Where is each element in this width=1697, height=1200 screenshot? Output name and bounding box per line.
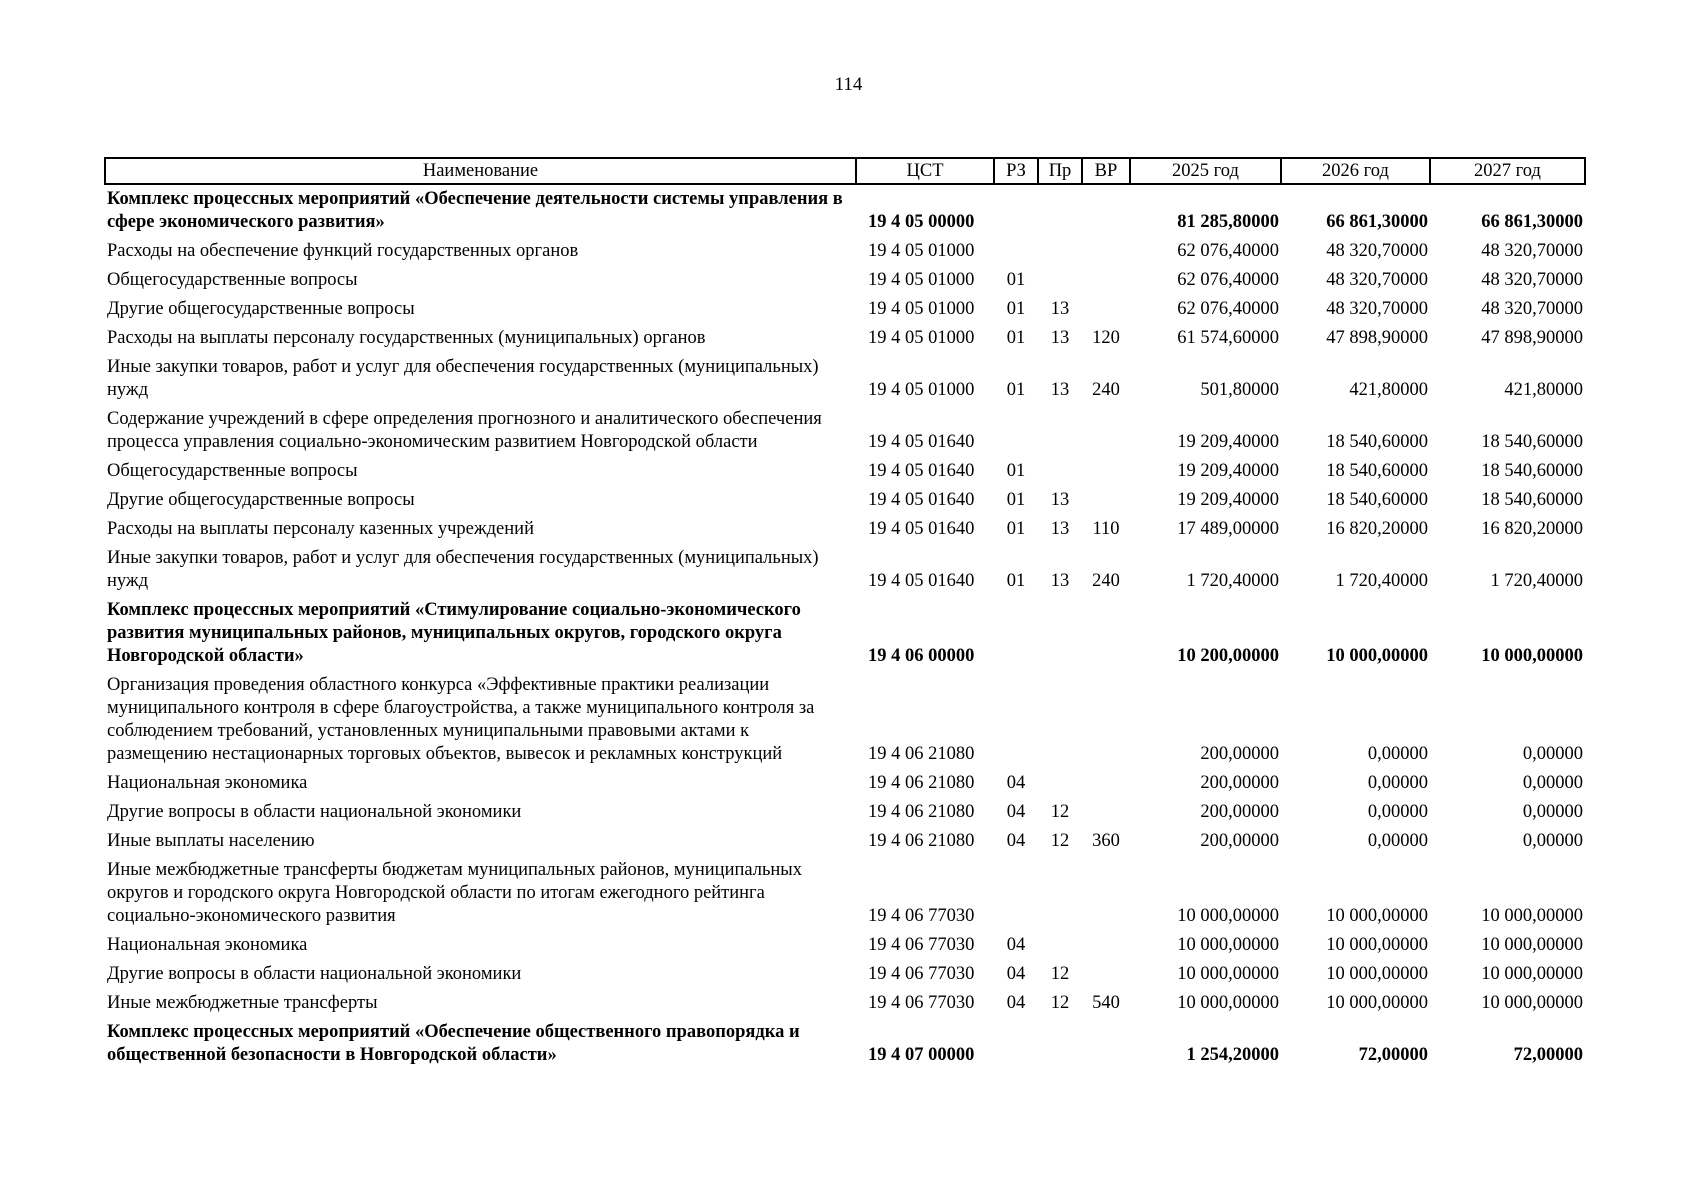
- cell-cst: 19 4 05 01640: [868, 490, 975, 510]
- cell-2025: 19 209,40000: [1177, 490, 1279, 510]
- cell-pr: 12: [1050, 993, 1070, 1013]
- cell-2026: 10 000,00000: [1326, 906, 1428, 926]
- cell-2026: 47 898,90000: [1326, 328, 1428, 348]
- cell-2027: 1 720,40000: [1490, 571, 1583, 591]
- cell-pr: [1038, 856, 1082, 931]
- cell-vr: [1082, 931, 1130, 960]
- cell-2026: 18 540,60000: [1326, 432, 1428, 452]
- cell-2026: 16 820,20000: [1326, 519, 1428, 539]
- cell-rz: 04: [1006, 773, 1026, 793]
- cell-cst: 19 4 05 01000: [868, 380, 975, 400]
- cell-vr: [1082, 1018, 1130, 1070]
- cell-name: Расходы на обеспечение функций государственных органов: [107, 241, 579, 261]
- cell-vr: [1082, 184, 1130, 237]
- cell-2025: 200,00000: [1200, 802, 1279, 822]
- cell-2025: 62 076,40000: [1177, 299, 1279, 319]
- cell-rz: [994, 1018, 1038, 1070]
- cell-name: Другие вопросы в области национальной экономики: [107, 964, 522, 984]
- cell-rz: 04: [1006, 935, 1026, 955]
- table-body: [105, 184, 1585, 1070]
- cell-cst: 19 4 06 21080: [868, 773, 975, 793]
- cell-pr: [1038, 931, 1082, 960]
- header-name: Наименование: [105, 158, 856, 184]
- cell-cst: 19 4 05 01640: [868, 432, 975, 452]
- cell-2027: 16 820,20000: [1481, 519, 1583, 539]
- cell-pr: [1038, 184, 1082, 237]
- cell-2027: 10 000,00000: [1481, 906, 1583, 926]
- cell-2026: 1 720,40000: [1335, 571, 1428, 591]
- cell-rz: 01: [1006, 380, 1026, 400]
- cell-vr: [1082, 486, 1130, 515]
- cell-2026: 72,00000: [1358, 1045, 1428, 1065]
- table-row: [105, 324, 1585, 353]
- cell-2025: 200,00000: [1200, 744, 1279, 764]
- cell-2025: 62 076,40000: [1177, 270, 1279, 290]
- cell-2025: 10 000,00000: [1177, 964, 1279, 984]
- cell-name: Национальная экономика: [107, 935, 308, 955]
- cell-pr: 13: [1050, 490, 1070, 510]
- cell-2027: 0,00000: [1522, 831, 1583, 851]
- cell-2026: 10 000,00000: [1326, 964, 1428, 984]
- cell-2027: 18 540,60000: [1481, 490, 1583, 510]
- table-row: [105, 989, 1585, 1018]
- cell-vr: [1082, 237, 1130, 266]
- cell-2025: 10 000,00000: [1177, 906, 1279, 926]
- cell-rz: 01: [1006, 299, 1026, 319]
- cell-cst: 19 4 05 01000: [868, 299, 975, 319]
- cell-2025: 10 000,00000: [1177, 935, 1279, 955]
- cell-2027: 18 540,60000: [1481, 461, 1583, 481]
- table-row: [105, 405, 1585, 457]
- header-2025: 2025 год: [1130, 158, 1281, 184]
- cell-name: Иные межбюджетные трансферты бюджетам муниципальных районов, муниципальных округов и городского округа Новгородской области по итогам ежегодного рейтинга социально-экономического развития: [107, 860, 802, 926]
- cell-2025: 200,00000: [1200, 831, 1279, 851]
- cell-2025: 1 254,20000: [1186, 1045, 1279, 1065]
- cell-vr: 240: [1092, 380, 1120, 400]
- cell-pr: 13: [1050, 571, 1070, 591]
- cell-rz: 04: [1006, 993, 1026, 1013]
- cell-vr: 110: [1092, 519, 1120, 539]
- cell-2025: 17 489,00000: [1177, 519, 1279, 539]
- cell-2026: 421,80000: [1349, 380, 1428, 400]
- cell-name: Иные закупки товаров, работ и услуг для обеспечения государственных (муниципальных) нужд: [107, 357, 819, 400]
- cell-2027: 10 000,00000: [1481, 964, 1583, 984]
- cell-cst: 19 4 06 21080: [868, 831, 975, 851]
- table-row: [105, 769, 1585, 798]
- cell-vr: [1082, 295, 1130, 324]
- cell-rz: [994, 596, 1038, 671]
- cell-cst: 19 4 05 01640: [868, 519, 975, 539]
- cell-name: Иные межбюджетные трансферты: [107, 993, 378, 1013]
- cell-2027: 10 000,00000: [1481, 935, 1583, 955]
- table-row: [105, 486, 1585, 515]
- cell-vr: 120: [1092, 328, 1120, 348]
- cell-rz: 01: [1006, 571, 1026, 591]
- cell-name: Организация проведения областного конкурса «Эффективные практики реализации муниципального контроля в сфере благоустройства, а также муниципального контроля за соблюдением требований, установленных муниципальными правовыми актами к размещению нестационарных торговых объектов, вывесок и рекламных конструкций: [107, 675, 815, 764]
- cell-pr: 12: [1050, 831, 1070, 851]
- cell-2025: 19 209,40000: [1177, 432, 1279, 452]
- table-row: [105, 266, 1585, 295]
- cell-cst: 19 4 06 77030: [868, 906, 975, 926]
- cell-name: Иные закупки товаров, работ и услуг для обеспечения государственных (муниципальных) нужд: [107, 548, 819, 591]
- header-vr: ВР: [1082, 158, 1130, 184]
- cell-rz: 04: [1006, 964, 1026, 984]
- header-2026: 2026 год: [1281, 158, 1430, 184]
- table-row: [105, 856, 1585, 931]
- cell-pr: 12: [1050, 802, 1070, 822]
- table-row: [105, 457, 1585, 486]
- cell-rz: 01: [1006, 270, 1026, 290]
- cell-pr: 12: [1050, 964, 1070, 984]
- cell-cst: 19 4 05 01640: [868, 461, 975, 481]
- cell-2027: 10 000,00000: [1481, 646, 1583, 666]
- cell-vr: 360: [1092, 831, 1120, 851]
- cell-2027: 66 861,30000: [1481, 212, 1583, 232]
- table-header-row: [105, 158, 1585, 184]
- cell-name: Общегосударственные вопросы: [107, 461, 358, 481]
- cell-pr: [1038, 405, 1082, 457]
- table-row: [105, 184, 1585, 237]
- cell-vr: 540: [1092, 993, 1120, 1013]
- cell-name: Национальная экономика: [107, 773, 308, 793]
- cell-cst: 19 4 06 77030: [868, 935, 975, 955]
- table-row: [105, 827, 1585, 856]
- cell-rz: [994, 184, 1038, 237]
- cell-2026: 48 320,70000: [1326, 241, 1428, 261]
- cell-2027: 0,00000: [1522, 744, 1583, 764]
- cell-pr: 13: [1050, 519, 1070, 539]
- budget-table: [104, 157, 1586, 1070]
- page-number: 114: [834, 74, 863, 95]
- cell-pr: [1038, 1018, 1082, 1070]
- cell-name: Другие вопросы в области национальной экономики: [107, 802, 522, 822]
- header-cst: ЦСТ: [856, 158, 994, 184]
- cell-rz: 01: [1006, 461, 1026, 481]
- cell-rz: [994, 405, 1038, 457]
- cell-2027: 48 320,70000: [1481, 270, 1583, 290]
- cell-2026: 10 000,00000: [1326, 646, 1428, 666]
- cell-2027: 48 320,70000: [1481, 299, 1583, 319]
- table-row: [105, 1018, 1585, 1070]
- cell-pr: [1038, 769, 1082, 798]
- table-row: [105, 671, 1585, 769]
- cell-cst: 19 4 05 00000: [868, 212, 975, 232]
- cell-vr: [1082, 457, 1130, 486]
- table-row: [105, 353, 1585, 405]
- cell-2026: 0,00000: [1367, 831, 1428, 851]
- cell-name: Комплекс процессных мероприятий «Стимулирование социально-экономического развития муниципальных районов, муниципальных округов, городского округа Новгородской области»: [107, 600, 801, 666]
- cell-2025: 1 720,40000: [1186, 571, 1279, 591]
- cell-2025: 200,00000: [1200, 773, 1279, 793]
- cell-2027: 0,00000: [1522, 802, 1583, 822]
- cell-2025: 61 574,60000: [1177, 328, 1279, 348]
- cell-name: Иные выплаты населению: [107, 831, 315, 851]
- table-row: [105, 596, 1585, 671]
- header-pr: Пр: [1038, 158, 1082, 184]
- cell-2025: 501,80000: [1200, 380, 1279, 400]
- cell-name: Комплекс процессных мероприятий «Обеспечение деятельности системы управления в сфере экономического развития»: [107, 189, 843, 232]
- cell-rz: 01: [1006, 519, 1026, 539]
- cell-vr: [1082, 769, 1130, 798]
- cell-cst: 19 4 07 00000: [868, 1045, 975, 1065]
- table-row: [105, 544, 1585, 596]
- cell-vr: [1082, 856, 1130, 931]
- cell-2027: 72,00000: [1513, 1045, 1583, 1065]
- cell-vr: [1082, 266, 1130, 295]
- cell-cst: 19 4 06 21080: [868, 802, 975, 822]
- cell-rz: [994, 856, 1038, 931]
- cell-cst: 19 4 05 01000: [868, 270, 975, 290]
- cell-2026: 0,00000: [1367, 773, 1428, 793]
- cell-2026: 18 540,60000: [1326, 461, 1428, 481]
- cell-2026: 10 000,00000: [1326, 935, 1428, 955]
- cell-cst: 19 4 06 77030: [868, 964, 975, 984]
- cell-cst: 19 4 06 00000: [868, 646, 975, 666]
- table-row: [105, 798, 1585, 827]
- cell-cst: 19 4 05 01000: [868, 328, 975, 348]
- cell-2025: 81 285,80000: [1177, 212, 1279, 232]
- cell-name: Общегосударственные вопросы: [107, 270, 358, 290]
- cell-rz: 04: [1006, 831, 1026, 851]
- cell-2027: 47 898,90000: [1481, 328, 1583, 348]
- header-rz: РЗ: [994, 158, 1038, 184]
- cell-2026: 18 540,60000: [1326, 490, 1428, 510]
- cell-2027: 0,00000: [1522, 773, 1583, 793]
- cell-2026: 0,00000: [1367, 744, 1428, 764]
- table-row: [105, 295, 1585, 324]
- cell-2026: 66 861,30000: [1326, 212, 1428, 232]
- table-row: [105, 931, 1585, 960]
- cell-name: Расходы на выплаты персоналу казенных учреждений: [107, 519, 534, 539]
- cell-pr: [1038, 237, 1082, 266]
- cell-2027: 48 320,70000: [1481, 241, 1583, 261]
- cell-2027: 10 000,00000: [1481, 993, 1583, 1013]
- cell-rz: [994, 671, 1038, 769]
- cell-vr: 240: [1092, 571, 1120, 591]
- cell-pr: [1038, 457, 1082, 486]
- cell-vr: [1082, 405, 1130, 457]
- cell-2026: 48 320,70000: [1326, 270, 1428, 290]
- table-row: [105, 960, 1585, 989]
- cell-2027: 18 540,60000: [1481, 432, 1583, 452]
- cell-pr: 13: [1050, 380, 1070, 400]
- cell-rz: 04: [1006, 802, 1026, 822]
- cell-name: Другие общегосударственные вопросы: [107, 299, 415, 319]
- cell-cst: 19 4 06 77030: [868, 993, 975, 1013]
- cell-2025: 10 000,00000: [1177, 993, 1279, 1013]
- cell-rz: 01: [1006, 328, 1026, 348]
- table-row: [105, 515, 1585, 544]
- table-row: [105, 237, 1585, 266]
- cell-cst: 19 4 06 21080: [868, 744, 975, 764]
- header-2027: 2027 год: [1430, 158, 1585, 184]
- cell-2025: 62 076,40000: [1177, 241, 1279, 261]
- cell-2026: 10 000,00000: [1326, 993, 1428, 1013]
- cell-2025: 10 200,00000: [1177, 646, 1279, 666]
- cell-cst: 19 4 05 01640: [868, 571, 975, 591]
- cell-cst: 19 4 05 01000: [868, 241, 975, 261]
- cell-vr: [1082, 671, 1130, 769]
- cell-pr: [1038, 671, 1082, 769]
- cell-rz: 01: [1006, 490, 1026, 510]
- cell-2027: 421,80000: [1504, 380, 1583, 400]
- cell-name: Расходы на выплаты персоналу государственных (муниципальных) органов: [107, 328, 706, 348]
- cell-2026: 0,00000: [1367, 802, 1428, 822]
- cell-rz: [994, 237, 1038, 266]
- cell-pr: [1038, 596, 1082, 671]
- cell-vr: [1082, 798, 1130, 827]
- cell-2025: 19 209,40000: [1177, 461, 1279, 481]
- cell-name: Содержание учреждений в сфере определения прогнозного и аналитического обеспечения процесса управления социально-экономическим развитием Новгородской области: [107, 409, 822, 452]
- cell-name: Комплекс процессных мероприятий «Обеспечение общественного правопорядка и общественной безопасности в Новгородской области»: [107, 1022, 800, 1065]
- cell-vr: [1082, 596, 1130, 671]
- cell-vr: [1082, 960, 1130, 989]
- cell-pr: 13: [1050, 299, 1070, 319]
- cell-pr: 13: [1050, 328, 1070, 348]
- cell-pr: [1038, 266, 1082, 295]
- cell-name: Другие общегосударственные вопросы: [107, 490, 415, 510]
- cell-2026: 48 320,70000: [1326, 299, 1428, 319]
